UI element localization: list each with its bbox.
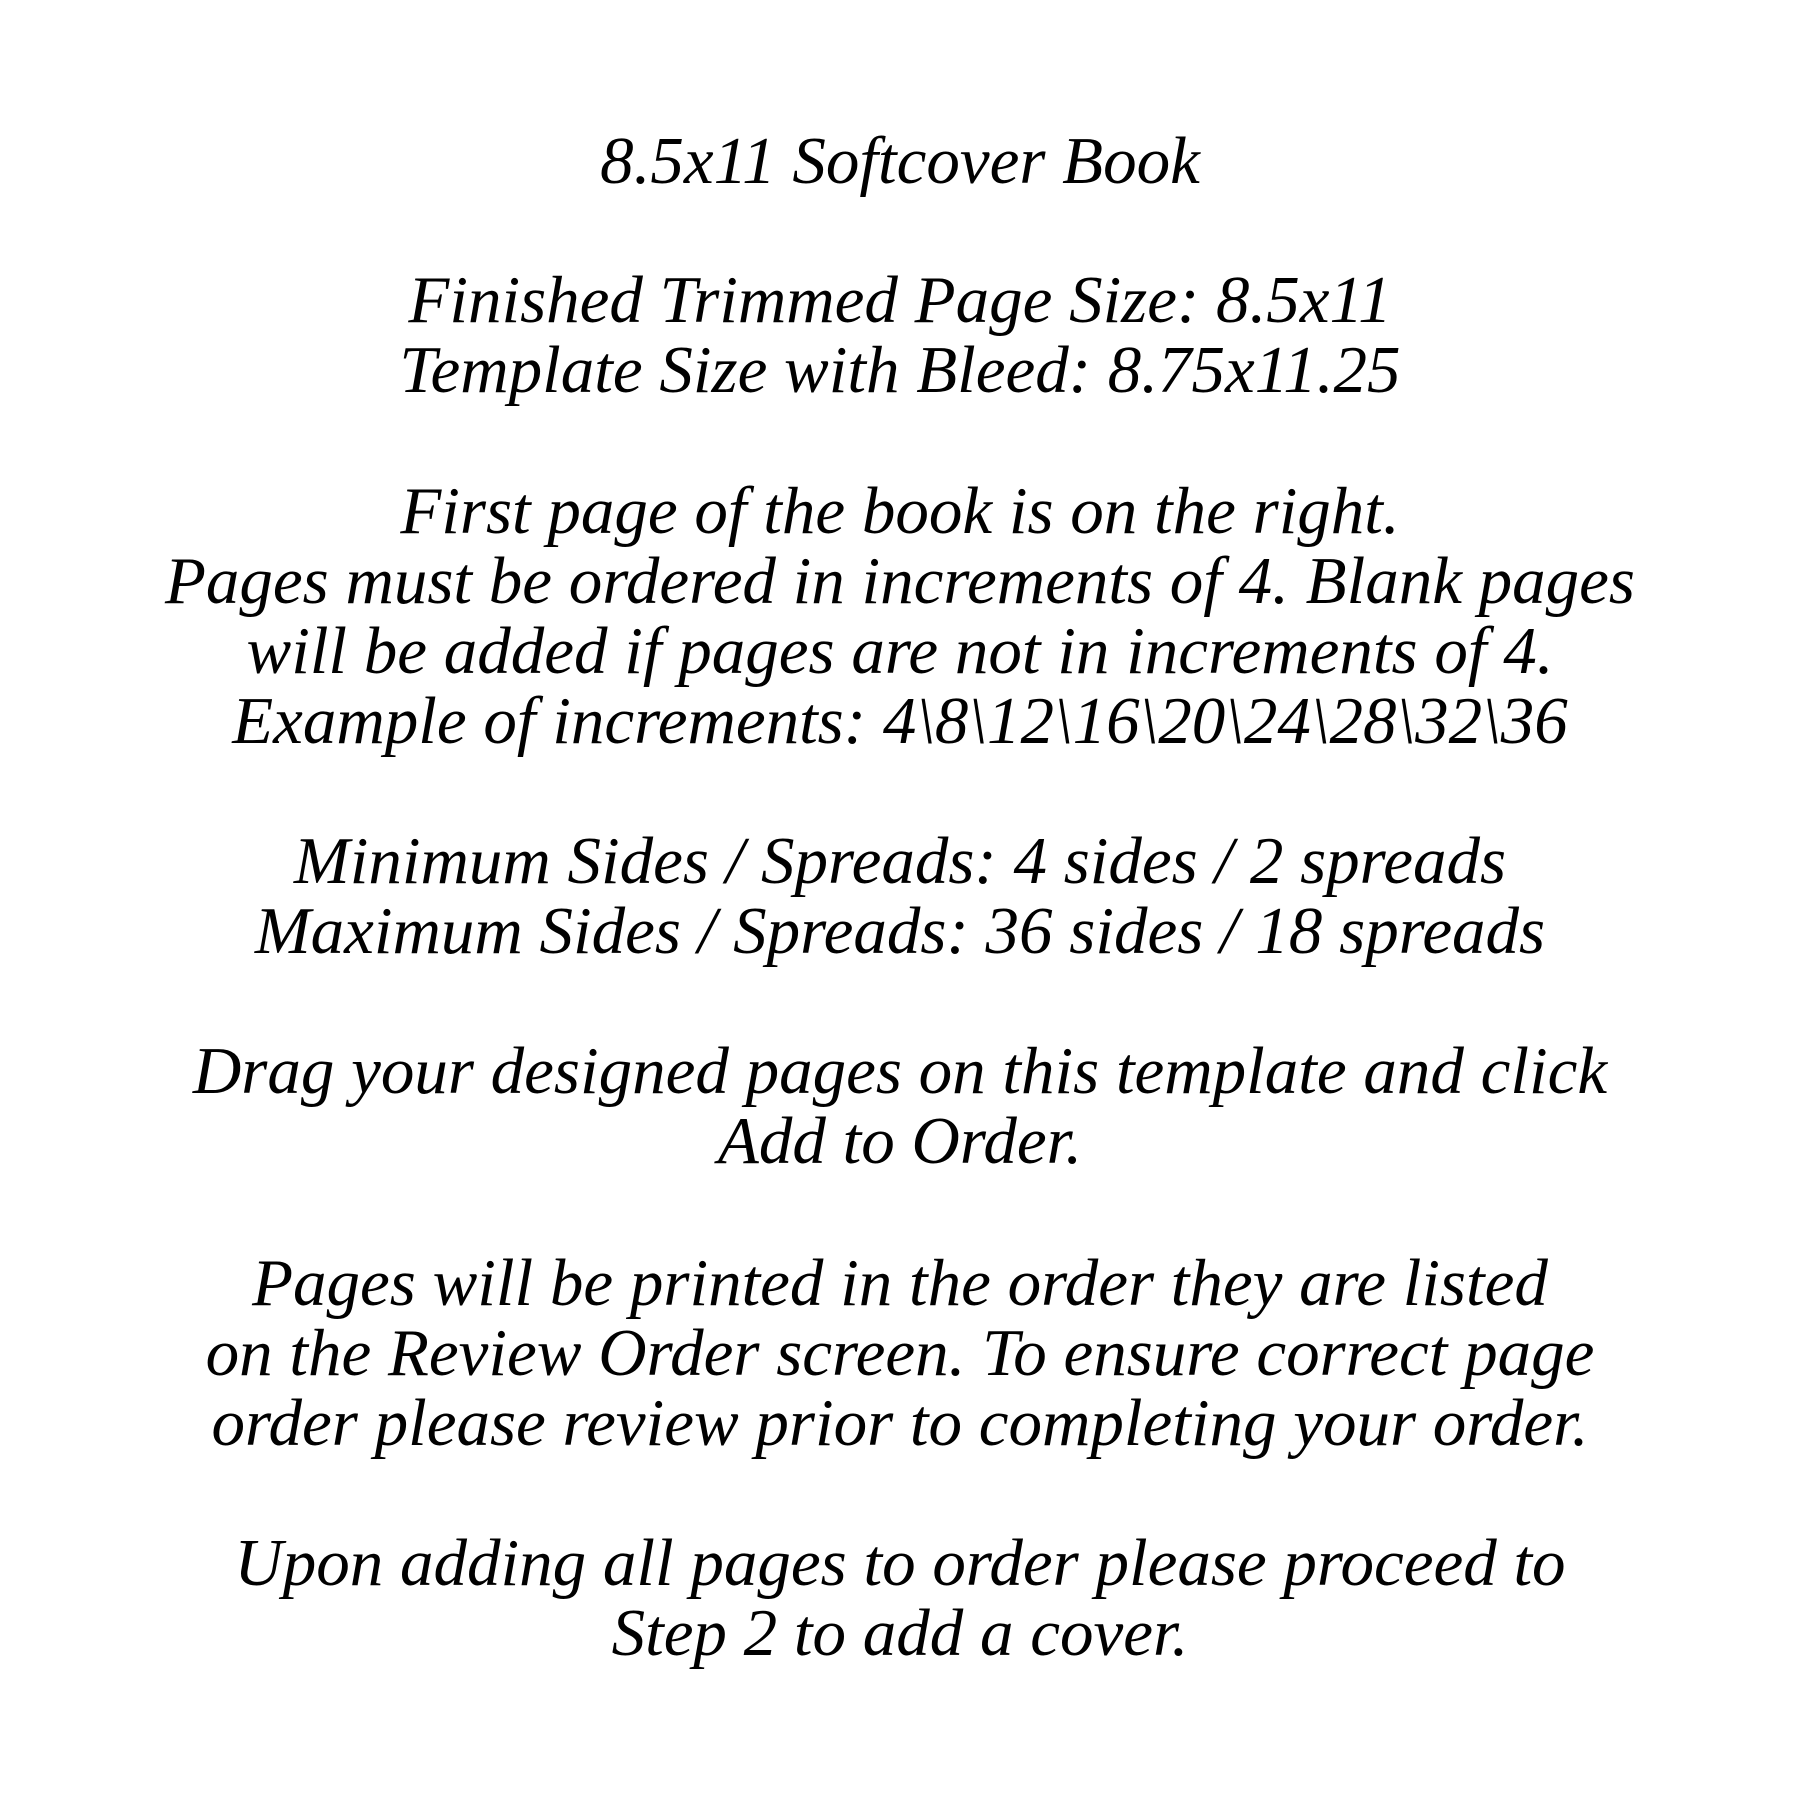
template-size-text: Template Size with Bleed: 8.75x11.25 [399, 333, 1401, 407]
review-prior-text: order please review prior to completing your order. [211, 1386, 1589, 1460]
blank-pages-text: will be added if pages are not in increments of 4. [246, 614, 1554, 688]
minimum-sides-text: Minimum Sides / Spreads: 4 sides / 2 spreads [293, 824, 1507, 898]
increments-rule-text: Pages must be ordered in increments of 4. Blank pages [164, 544, 1635, 618]
proceed-text: Upon adding all pages to order please proceed to [234, 1526, 1566, 1600]
finished-size-text: Finished Trimmed Page Size: 8.5x11 [408, 263, 1392, 337]
add-to-order-text: Add to Order. [717, 1104, 1083, 1178]
step-2-cover-text: Step 2 to add a cover. [611, 1596, 1189, 1670]
page-title: 8.5x11 Softcover Book [600, 124, 1200, 198]
drag-instruction-text: Drag your designed pages on this template and click [192, 1034, 1608, 1108]
print-order-text: Pages will be printed in the order they are listed [252, 1246, 1548, 1320]
review-order-screen-text: on the Review Order screen. To ensure correct page [205, 1316, 1595, 1390]
increments-example-text: Example of increments: 4\8\12\16\20\24\28\32\36 [232, 684, 1568, 758]
first-page-text: First page of the book is on the right. [400, 474, 1400, 548]
maximum-sides-text: Maximum Sides / Spreads: 36 sides / 18 spreads [254, 894, 1546, 968]
